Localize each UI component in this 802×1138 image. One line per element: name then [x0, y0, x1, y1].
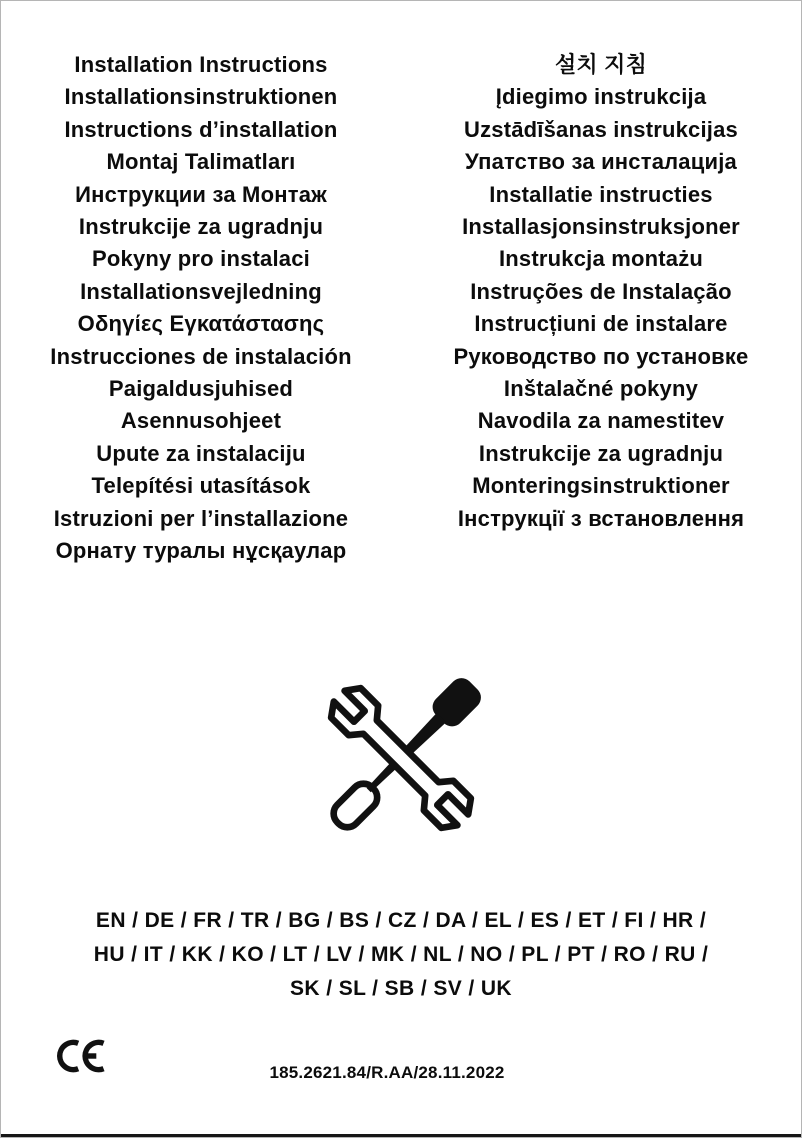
title-line: Installationsvejledning [80, 278, 322, 304]
title-line: Inštalačné pokyny [503, 376, 699, 402]
title-line: Pokyny pro instalaci [92, 246, 310, 272]
title-line: Instrukcije za ugradnju [78, 214, 324, 240]
title-line: Instrukcja montażu [498, 246, 704, 272]
title-line: Instructions d’installation [64, 116, 338, 142]
title-line: Upute za instalaciju [96, 440, 306, 466]
title-line: Instrucțiuni de instalare [474, 311, 728, 337]
title-line: Istruzioni per l’installazione [53, 505, 349, 531]
document-number: 185.2621.84/R.AA/28.11.2022 [269, 1063, 505, 1082]
title-column-right [401, 49, 801, 568]
wrench-screwdriver-wallplug-tools-icon [306, 663, 496, 853]
title-line: Įdiegimo instrukcija [495, 84, 707, 110]
page-bottom-rule [1, 1134, 801, 1137]
title-line: Installasjonsinstruksjoner [462, 214, 740, 240]
title-line: Instrucciones de instalación [50, 343, 352, 369]
title-line: Navodila za namestitev [477, 408, 725, 434]
title-line: Οδηγίες Εγκατάστασης [77, 311, 325, 337]
title-line: Руководство по установке [453, 343, 749, 369]
title-line: Упатство за инсталација [465, 149, 737, 175]
title-line: Орнату туралы нұсқаулар [55, 538, 347, 564]
title-line: Installation Instructions [74, 52, 328, 77]
title-line: Installationsinstruktionen [64, 84, 338, 110]
tools-illustration [1, 663, 801, 853]
title-columns [1, 49, 801, 568]
title-line: Instruções de Instalação [470, 278, 732, 304]
language-codes [1, 904, 801, 1006]
title-line: Installatie instructies [489, 181, 713, 207]
title-line: Інструкції з встановлення [457, 505, 745, 531]
title-line: 설치 지침 [554, 52, 648, 77]
language-codes-line: EN / DE / FR / TR / BG / BS / CZ / DA / EL / ES / ET / FI / HR / [95, 909, 707, 932]
title-line: Instrukcije za ugradnju [478, 440, 724, 466]
title-line: Montaj Talimatları [106, 149, 296, 175]
title-line: Uzstādīšanas instrukcijas [463, 116, 738, 142]
language-codes-line: SK / SL / SB / SV / UK [290, 977, 512, 1000]
title-line: Monteringsinstruktioner [472, 473, 730, 499]
title-column-left [1, 49, 401, 568]
title-line: Telepítési utasítások [91, 473, 311, 499]
title-line: Asennusohjeet [120, 408, 282, 434]
language-codes-line: HU / IT / KK / KO / LT / LV / MK / NL / NO / PL / PT / RO / RU / [93, 943, 709, 966]
title-line: Инструкции за Монтаж [75, 181, 327, 207]
title-line: Paigaldusjuhised [108, 376, 294, 402]
